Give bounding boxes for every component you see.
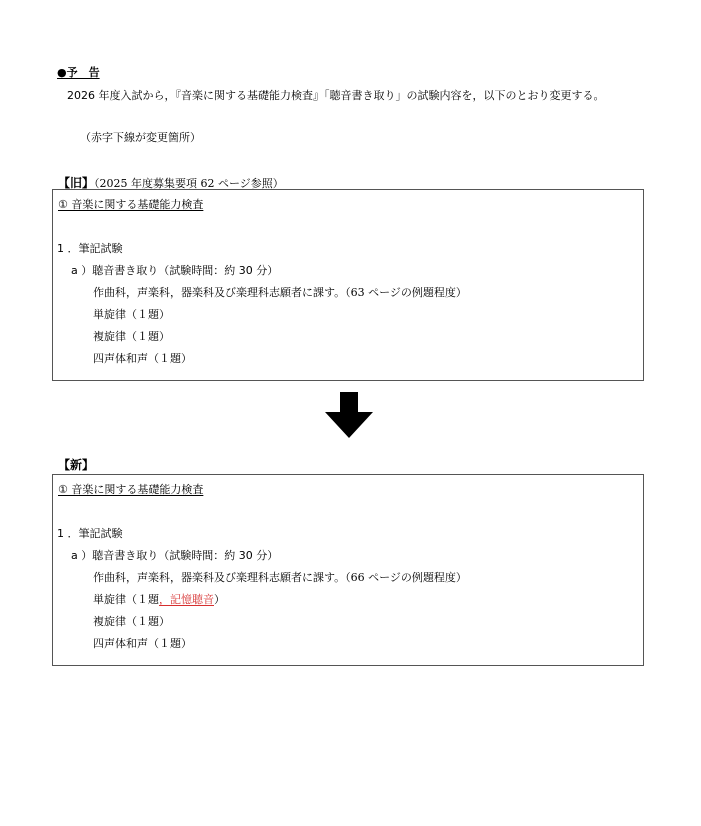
new-monophony-suffix: ） — [214, 593, 225, 606]
notice-red-note: （赤字下線が変更箇所） — [80, 131, 201, 144]
down-arrow-icon — [325, 392, 373, 438]
old-item-polyphony: 複旋律（１題） — [93, 330, 170, 343]
old-item-dictation: a ）聴音書き取り（試験時間：約 30 分） — [71, 264, 279, 277]
new-item-harmony: 四声体和声（１題） — [93, 637, 192, 650]
old-item-written-exam: 1 ．筆記試験 — [57, 242, 123, 255]
new-monophony-changed: ，記憶聴音 — [159, 593, 214, 606]
new-item-dictation: a ）聴音書き取り（試験時間：約 30 分） — [71, 549, 279, 562]
old-item-description: 作曲科，声楽科，器楽科及び楽理科志願者に課す。（63 ページの例題程度） — [93, 286, 467, 299]
old-box-title: ① 音楽に関する基礎能力検査 — [58, 198, 204, 211]
notice-intro: 2026 年度入試から，『音楽に関する基礎能力検査』「聴音書き取り」の試験内容を，以下のとおり変更する。 — [67, 89, 605, 102]
new-item-written-exam: 1 ．筆記試験 — [57, 527, 123, 540]
new-item-polyphony: 複旋律（１題） — [93, 615, 170, 628]
old-content-box — [52, 189, 644, 381]
old-bracket-label: 【旧】 — [58, 176, 95, 190]
new-content-box — [52, 474, 644, 666]
old-item-monophony: 単旋律（１題） — [93, 308, 170, 321]
new-item-monophony — [93, 591, 225, 607]
new-section-heading — [58, 456, 94, 473]
new-bracket-label: 【新】 — [58, 458, 95, 472]
old-item-harmony: 四声体和声（１題） — [93, 352, 192, 365]
new-box-title: ① 音楽に関する基礎能力検査 — [58, 483, 204, 496]
new-monophony-prefix: 単旋律（１題 — [93, 593, 159, 606]
notice-heading: ●予 告 — [57, 66, 100, 79]
new-item-description: 作曲科，声楽科，器楽科及び楽理科志願者に課す。（66 ページの例題程度） — [93, 571, 467, 584]
old-reference: （2025 年度募集要項 62 ページ参照） — [94, 177, 284, 190]
